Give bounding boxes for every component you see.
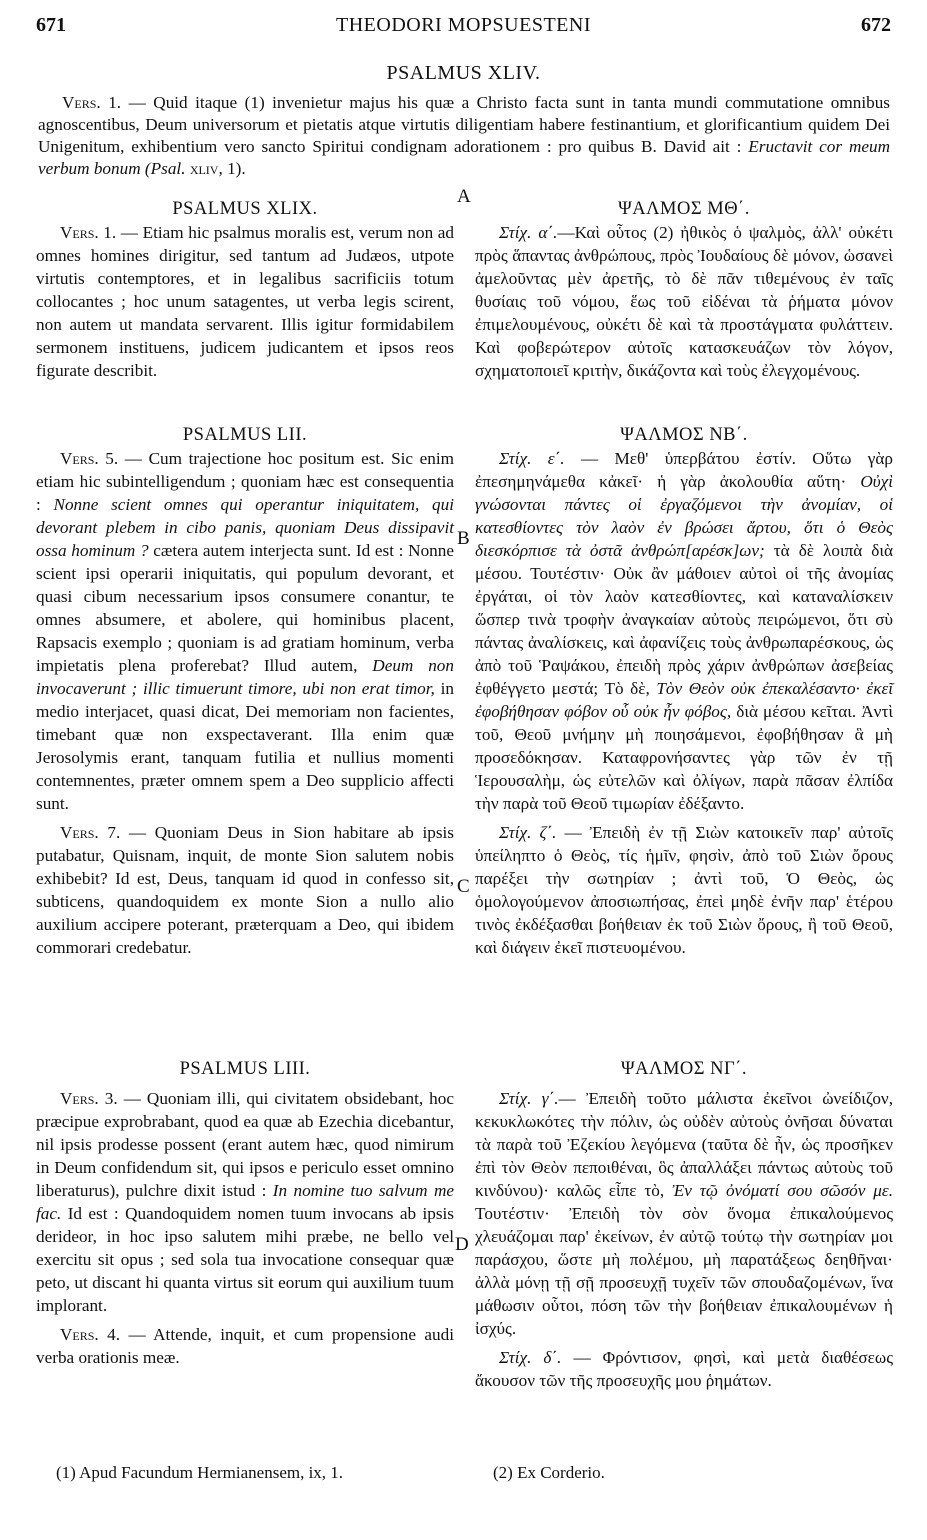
greek-paragraph: Στίχ. ζ΄. — Ἐπειδὴ ἐν τῇ Σιὼν κατοικεῖν παρ' αὐτοῖς ὑπείληπτο ὁ Θεὸς, τίς ἡμῖν, φησὶν, ἀπὸ τοῦ Σιὼν ὄρους παρέξει τὴν σωτηρίαν ; ἀντὶ τοῦ, Ὁ Θεὸς, ὡς ὁμολογούμενον ἀποσιωπήσας, ἐπεὶ μηδὲ ἐνῆν παρ' ἑτέρου τινὸς ἐκδέξασθαι βοήθειαν ἐκ τοῦ Σιὼν ὄρους, ἢ τοῦ Θεοῦ, καὶ διάγειν ἐκεῖ πιστευομένου. (475, 823, 894, 957)
verse-label: Στίχ. γ΄. (499, 1089, 559, 1108)
verse-label: Στίχ. ζ΄. (499, 823, 557, 842)
latin-heading-psalm-52: PSALMUS LII. (182, 425, 308, 445)
page-header (36, 14, 891, 40)
latin-paragraph: Vers. 7. — Quoniam Deus in Sion habitare ab ipsis putabatur, Quisnam, inquit, de monte Sion salutem nobis exhibebit? Id est, Deus, tanquam id quod in confesso sit, subticens, quandoquidem ex monte Sion a nullo alio auxilium accipere poterant, præterquam a Deo, qui ibidem commorari credebatur. (36, 823, 454, 957)
greek-paragraph: Στίχ. ε΄. — Μεθ' ὑπερβάτου ἐστίν. Οὕτω γὰρ ἐπεσημηνάμεθα κἀκεῖ· ἡ γὰρ ἀκολουθία αὕτη· Οὐχὶ γνώσονται πάντες οἱ ἐργαζόμενοι τὴν ἀνομίαν, οἱ κατεσθίοντες τὸν λαὸν ἐν βρώσει ἄρτου, ὅτι ὁ Θεὸς διεσκόρπισε τὰ ὀστᾶ ἀνθρώπ[αρέσκ]ων; τὰ δὲ λοιπὰ διὰ μέσου. Τουτέστιν· Οὐκ ἂν μάθοιεν αὐτοὶ οἱ τῆς ἀνομίας ἐργάται, οἱ τὸν λαὸν κατεσθίοντες, καὶ καταναλίσκειν ὥσπερ τινὰ τροφὴν ἀναγκαίαν αὐτοὺς πειρώμενοι, ὅτι σὺ πάντας ἀναλίσκεις, καὶ ἀφανίζεις τοὺς ἀνθρωπαρέσκους, ὡς ἀπὸ τοῦ Ῥαψάκου, ἐπειδὴ πρὸς χάριν ἀνθρώπων ἀσεβείας ἐφθέγγετο μεστά; Τὸ δὲ, Τὸν Θεὸν οὐκ ἐπεκαλέσαντο· ἐκεῖ ἐφοβήθησαν φόβον οὗ οὐκ ἦν φόβος, διὰ μέσου κεῖται. Ἀντὶ τοῦ, Θεοῦ μνήμην μὴ ποιησάμενοι, ἐφοβήθησαν ἃ μὴ προσεδόκησαν. Καταφρονήσαντες γὰρ τῶν ἐν τῇ Ἱερουσαλὴμ, ὡς εὐτελῶν καὶ ὀλίγων, παρὰ πᾶσαν ἐλπίδα τὴν παρὰ τοῦ Θεοῦ τιμωρίαν ἐδέξαντο. (475, 449, 893, 813)
greek-paragraph: Στίχ. α΄.—Καὶ οὗτος (2) ἠθικὸς ὁ ψαλμὸς, ἀλλ' οὐκέτι πρὸς ἅπαντας ἀνθρώπους, πρὸς Ἰουδαίους δὲ μόνον, ὡσανεὶ ἀμελοῦντας μὲν ἀρετῆς, τὸ δὲ πᾶν τιθεμένους ἐν ταῖς θυσίαις τοῦ νόμου, ἕως τοῦ εἰδέναι τὰ ῥήματα μόνον ἐπιμελουμένους, οὐκέτι δὲ καὶ τὰ προστάγματα φυλάττειν. Καὶ φοβερώτερον αὐτοῖς κατασκευάζων τὸν λόγον, σχηματοποιεῖ κριτὴν, δικάζοντα καὶ τοὺς ἐλεγχομένους. (475, 223, 893, 380)
greek-heading-psalm-52: ΨΑΛΜΟΣ ΝΒ΄. (620, 425, 748, 445)
greek-section-psalm-53 (475, 1058, 893, 1392)
latin-heading-psalm-49: PSALMUS XLIX. (172, 199, 318, 219)
verse-label: Στίχ. α΄. (499, 223, 558, 242)
verse-label: Vers. 7. (60, 823, 121, 842)
greek-paragraph: Στίχ. γ΄.— Ἐπειδὴ τοῦτο μάλιστα ἐκεῖνοι ὠνείδιζον, κεκυκλωκότες τὴν πόλιν, ὡς οὐδὲν αὐτοὺς ὀνῆσαι δύναται τὰ παρὰ τοῦ Ἐζεκίου λεγόμενα (ταῦτα δὲ ἦν, ὡς προσῆκεν ἐπὶ τὸν Θεὸν πεποιθέναι, ὃς ἀπαλλάξει πάντως αὐτοὺς τοῦ κινδύνου)· καλῶς εἶπε τὸ, Ἐν τῷ ὀνόματί σου σῶσόν με. Τουτέστιν· Ἐπειδὴ τὸν σὸν ὄνομα ἐπικαλούμενος χλευάζομαι παρ' ἐκείνων, ἐν αὐτῷ τούτῳ τὴν σωτηρίαν μοι παράσχου, ὥστε μὴ πολέμου, μὴ παρατάξεως δεηθῆναι· ἀλλὰ μόνῃ τῇ σῇ προσευχῇ τυχεῖν τῶν σπουδαζομένων, ἵνα μάθωσιν οὗτοι, πόση τῶν τὴν βοήθειαν ἐπικαλουμένων ἡ ἰσχύς. (475, 1089, 893, 1338)
page-number-right: 672 (861, 14, 891, 36)
page-number-left: 671 (36, 14, 66, 36)
latin-heading-psalm-53: PSALMUS LIII. (179, 1059, 311, 1079)
latin-section-psalm-49 (36, 198, 454, 382)
verse-label: Vers. 4. (60, 1325, 121, 1344)
greek-section-psalm-49 (475, 198, 893, 382)
greek-heading-psalm-53: ΨΑΛΜΟΣ ΝΓ΄. (621, 1059, 747, 1079)
verse-label: Vers. 1. (62, 93, 122, 112)
latin-paragraph: Vers. 4. — Attende, inquit, et cum propensione audi verba orationis meæ. (36, 1325, 454, 1367)
greek-paragraph: Στίχ. δ΄. — Φρόντισον, φησὶ, καὶ μετὰ διαθέσεως ἄκουσον τῶν τῆς προσευχῆς μου ῥημάτων. (475, 1348, 893, 1390)
margin-letter-d: D (455, 1234, 469, 1255)
verse-label: Στίχ. ε΄. (499, 449, 565, 468)
latin-paragraph: Vers. 5. — Cum trajectione hoc positum est. Sic enim etiam hic subintelligendum ; quoniam hæc est consequentia : Nonne scient omnes qui operantur iniquitatem, qui devorant plebem in cibo panis, quoniam Deus dissipavit ossa hominum ? cætera autem interjecta sunt. Id est : Nonne scient ipsi operarii iniquitatis, qui populum devorant, et quasi cibum necessarium ipsos consumere conantur, te omnes absumere, et abolere, qui hominibus placent, Rapsacis exemplo ; quoniam is ad gratiam hominum, verba impietatis plena proferebat? Illud autem, Deum non invocaverunt ; illic timuerunt timore, ubi non erat timor, in medio interjacet, quasi dicat, Dei memoriam non facientes, timebant quæ non exspectaverant. Illa enim quæ Jerosolymis erant, tanquam futilia et nullius momenti contemnentes, præter omnem spem a Deo supplicio affecti sunt. (36, 449, 454, 813)
verse-label: Vers. 5. (60, 449, 119, 468)
footnote-2: (2) Ex Corderio. (493, 1463, 605, 1482)
section-title: PSALMUS XLIV. (386, 62, 541, 84)
greek-section-psalm-52 (475, 424, 893, 959)
intro-paragraph: Vers. 1. — Quid itaque (1) invenietur majus his quæ a Christo facta sunt in tanta mundi commutatione omnibus agnoscentibus, Deum universorum et pietatis atque virtutis diligentiam habere festinantium, et glorificantium quidem Dei Unigenitum, exhibentium vero sancto Spiritui condignam adorationem : pro quibus B. David ait : Eructavit cor meum verbum bonum (Psal. xliv, 1). (38, 93, 890, 178)
latin-section-psalm-53 (36, 1058, 454, 1369)
margin-letter-a: A (457, 186, 471, 207)
latin-paragraph: Vers. 1. — Etiam hic psalmus moralis est, verum non ad omnes homines dirigitur, sed tantum ad Judæos, utpote virtutis contemptores, et in legalibus sacrificiis totum collocantes ; hoc unum satagentes, ut verba legis scirent, non autem ut mandata servarent. Illis igitur formidabilem sermonem instituens, judicem judicantem et ipsos reos figurate describit. (36, 223, 454, 380)
verse-label: Vers. 1. (60, 223, 117, 242)
footnote-1: (1) Apud Facundum Hermianensem, ix, 1. (56, 1463, 344, 1482)
verse-label: Στίχ. δ΄. (499, 1348, 562, 1367)
margin-letter-c: C (457, 876, 470, 897)
latin-section-psalm-52 (36, 424, 454, 959)
greek-heading-psalm-49: ΨΑΛΜΟΣ ΜΘ΄. (618, 199, 750, 219)
latin-paragraph: Vers. 3. — Quoniam illi, qui civitatem obsidebant, hoc præcipue exprobrabant, quod ea quæ ab Ezechia dicebantur, nil ipsis prodesse possent (erant autem hæc, quod nimirum in Deum confidendum sit, qui ipsos e periculo esset omnino liberaturus), pulchre dixit istud : In nomine tuo salvum me fac. Id est : Quandoquidem nomen tuum invocans ab ipsis derideor, in hoc ipso salutem mihi præbe, ne bello vel exercitu sit opus ; sed sola tua invocatione consequar quæ peto, ut discant hi quanta virtus sit eorum qui auxilium tuum implorant. (36, 1089, 454, 1315)
running-title: THEODORI MOPSUESTENI (336, 14, 591, 36)
margin-letter-b: B (457, 528, 470, 549)
verse-label: Vers. 3. (60, 1089, 118, 1108)
